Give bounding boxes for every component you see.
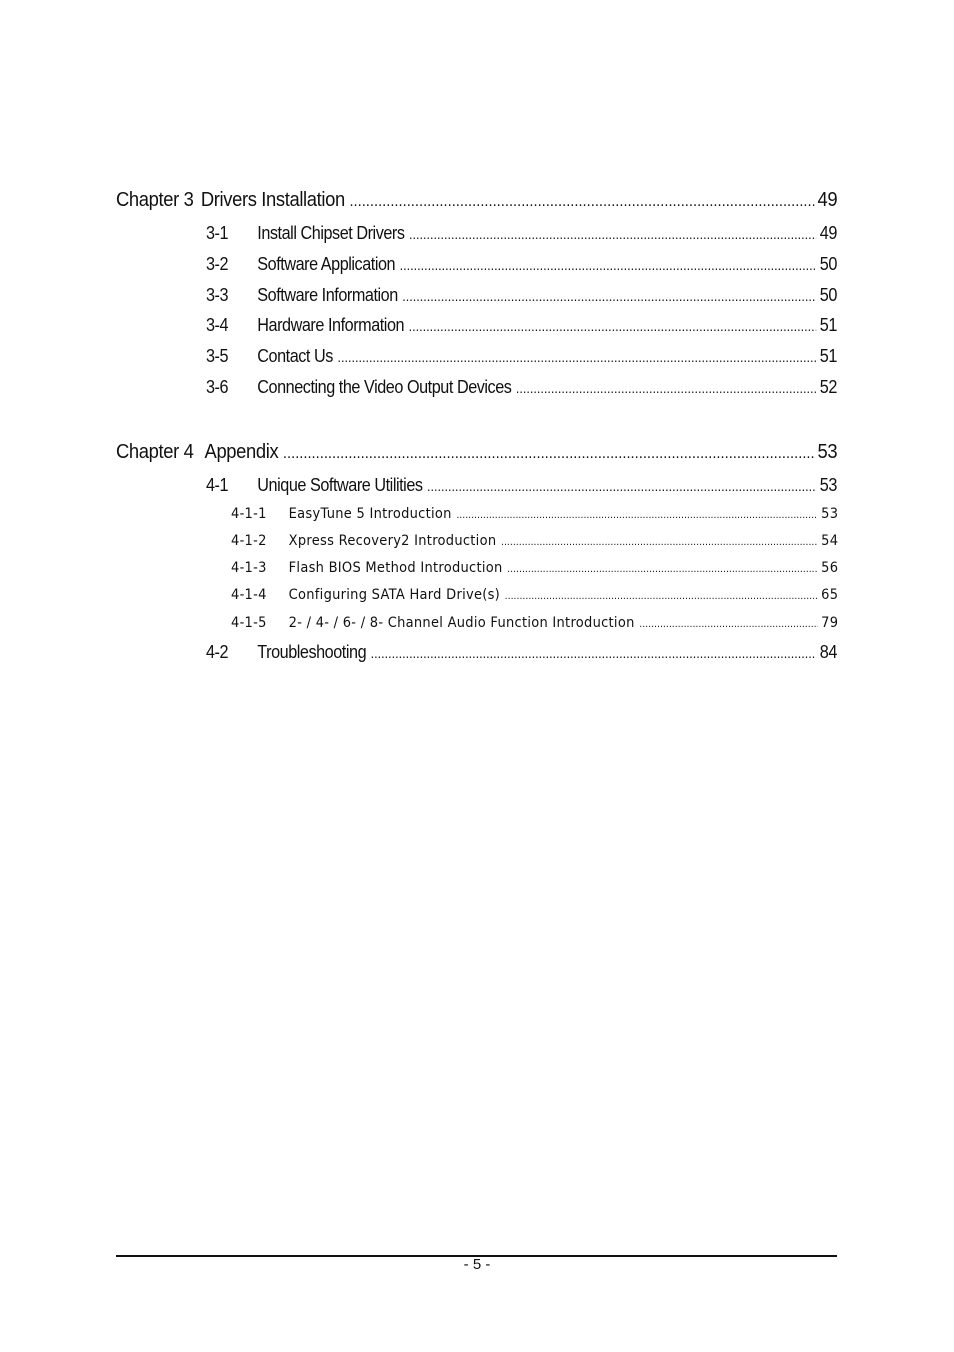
dot-leader [456, 510, 817, 521]
chapter-number: Chapter 3 [116, 189, 194, 211]
dot-leader [371, 645, 817, 661]
toc-entry-4-2[interactable] [206, 642, 837, 663]
section-title: Software Information [257, 285, 398, 305]
toc-entry-3-6[interactable] [206, 377, 837, 398]
page-number: 79 [821, 615, 839, 631]
subsection-title: Configuring SATA Hard Drive(s) [288, 587, 501, 603]
section-title: Contact Us [257, 346, 333, 366]
toc-entry-3-5[interactable] [206, 346, 837, 367]
section-title: Troubleshooting [257, 642, 367, 662]
toc-entry-4-1-5[interactable] [231, 615, 838, 631]
page-number: 51 [819, 346, 837, 366]
toc-entry-3-3[interactable] [206, 285, 837, 306]
dot-leader [505, 591, 818, 602]
dot-leader [409, 318, 817, 334]
dot-leader [639, 619, 817, 630]
dot-leader [516, 380, 816, 396]
toc-chapter-4[interactable] [116, 441, 837, 464]
page-number: 54 [821, 533, 839, 549]
toc-chapter-3[interactable] [116, 189, 837, 212]
page-number: 49 [819, 223, 837, 243]
subsection-number: 4-1-5 [231, 615, 267, 631]
toc-entry-3-4[interactable] [206, 315, 837, 336]
dot-leader [402, 288, 816, 304]
toc-entry-4-1-3[interactable] [231, 560, 838, 576]
toc-entry-3-2[interactable] [206, 254, 837, 275]
page-number: 49 [817, 189, 838, 211]
footer-page-number: - 5 - [463, 1256, 491, 1273]
page-number: 50 [819, 254, 837, 274]
toc-entry-4-1-1[interactable] [231, 506, 838, 522]
section-number: 3-2 [206, 254, 229, 274]
page-number: 53 [817, 441, 838, 463]
toc-entry-4-1[interactable] [206, 475, 837, 496]
subsection-number: 4-1-1 [231, 506, 267, 522]
page-number: 56 [821, 560, 839, 576]
toc-entry-4-1-4[interactable] [231, 587, 838, 603]
page-number: 65 [821, 587, 839, 603]
section-number: 3-4 [206, 315, 229, 335]
dot-leader [337, 349, 816, 365]
dot-leader [427, 478, 816, 494]
page-number: 53 [821, 506, 839, 522]
page-number: 51 [819, 315, 837, 335]
subsection-number: 4-1-4 [231, 587, 267, 603]
toc-entry-4-1-2[interactable] [231, 533, 838, 549]
section-number: 3-5 [206, 346, 229, 366]
chapter-title: Drivers Installation [200, 189, 345, 211]
section-title: Install Chipset Drivers [257, 223, 405, 243]
page-number: 50 [819, 285, 837, 305]
section-number: 4-2 [206, 642, 229, 662]
section-title: Hardware Information [257, 315, 405, 335]
toc-entry-3-1[interactable] [206, 223, 837, 244]
dot-leader [349, 193, 813, 211]
section-number: 3-3 [206, 285, 229, 305]
section-title: Software Application [257, 254, 396, 274]
subsection-title: Flash BIOS Method Introduction [288, 560, 503, 576]
dot-leader [400, 257, 817, 273]
chapter-number: Chapter 4 [116, 441, 194, 463]
page-number: 84 [819, 642, 837, 662]
dot-leader [409, 226, 816, 242]
subsection-title: EasyTune 5 Introduction [288, 506, 452, 522]
section-title: Unique Software Utilities [257, 475, 423, 495]
section-number: 3-6 [206, 377, 229, 397]
dot-leader [283, 445, 814, 463]
subsection-title: Xpress Recovery2 Introduction [288, 533, 497, 549]
subsection-title: 2- / 4- / 6- / 8- Channel Audio Function Introduction [288, 615, 635, 631]
page-number: 53 [819, 475, 837, 495]
subsection-number: 4-1-2 [231, 533, 267, 549]
section-number: 3-1 [206, 223, 229, 243]
section-title: Connecting the Video Output Devices [257, 377, 512, 397]
section-number: 4-1 [206, 475, 229, 495]
page-number: 52 [819, 377, 837, 397]
chapter-title: Appendix [204, 441, 279, 463]
subsection-number: 4-1-3 [231, 560, 267, 576]
dot-leader [507, 564, 817, 575]
dot-leader [501, 537, 817, 548]
